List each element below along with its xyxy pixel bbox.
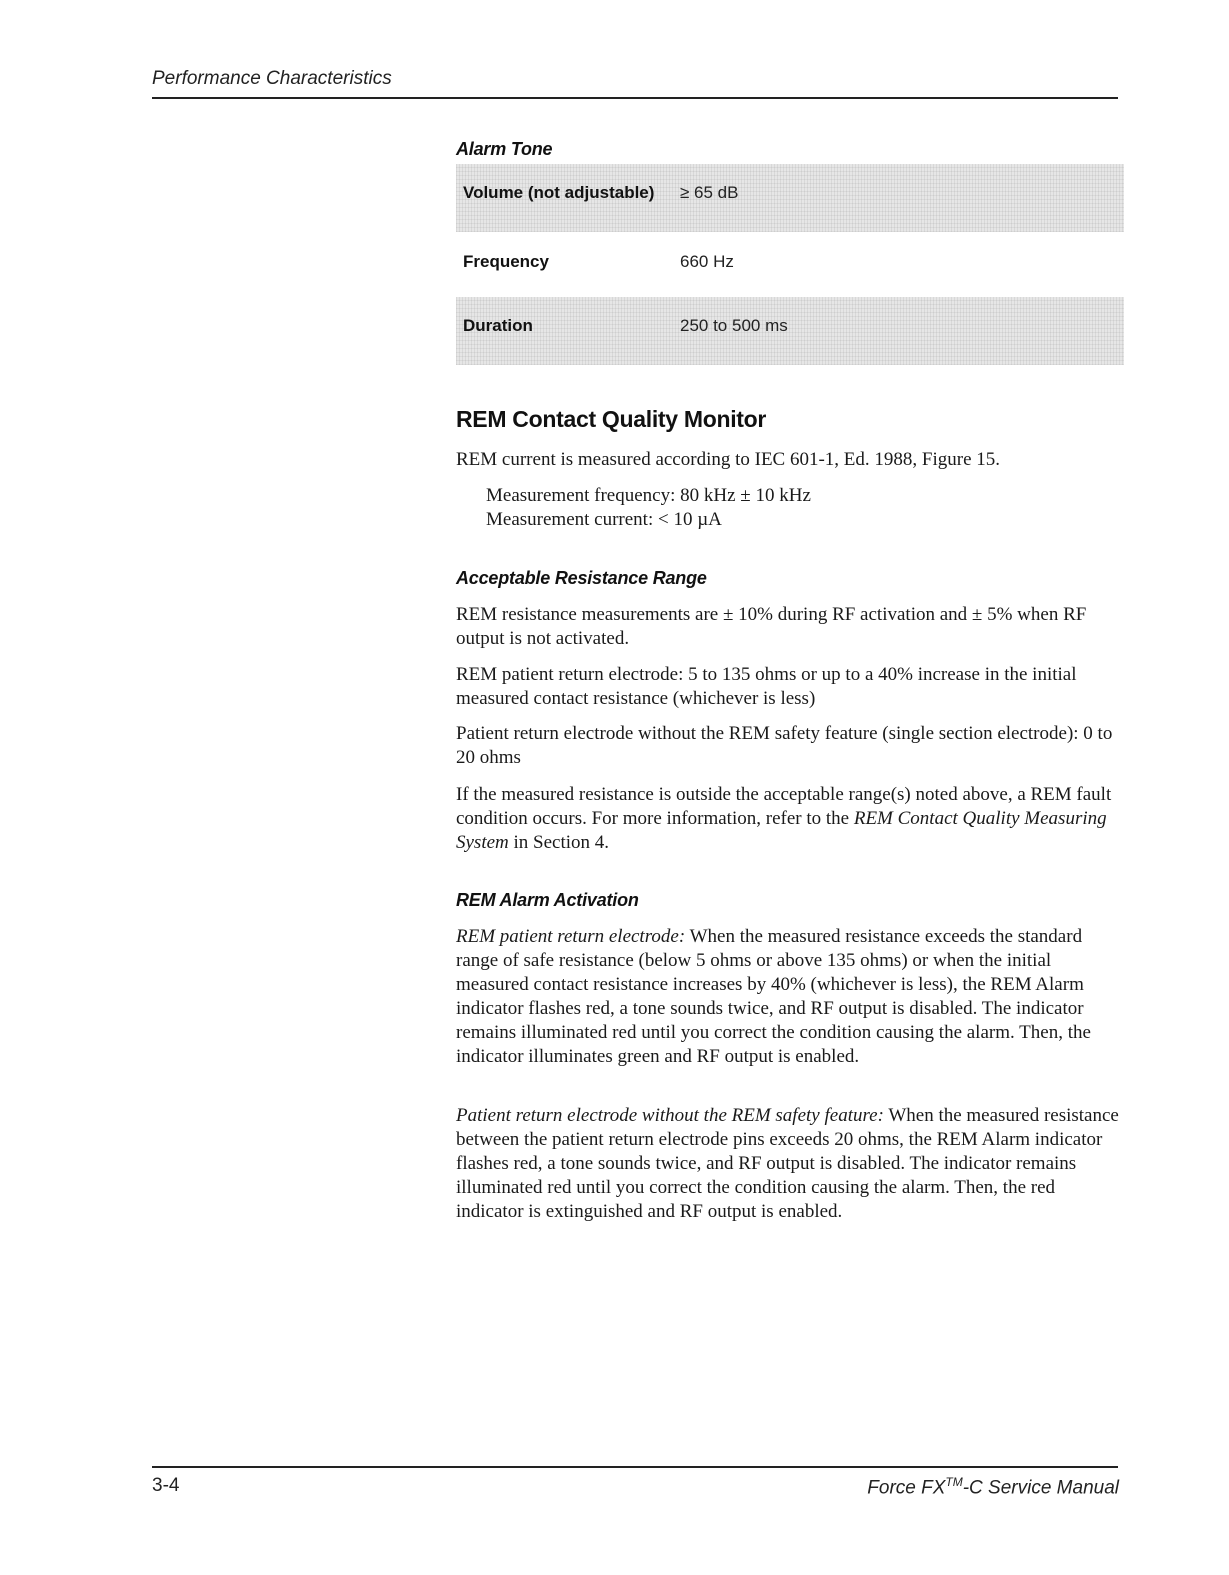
measurement-current: Measurement current: < 10 µA bbox=[486, 509, 722, 530]
paragraph: Patient return electrode without the REM safety feature (single section electrode): 0 to 20 ohms bbox=[456, 723, 1113, 768]
row-value: 660 Hz bbox=[680, 252, 734, 271]
cross-reference: REM Contact Quality Measuring System bbox=[456, 808, 1107, 853]
page-number: 3-4 bbox=[152, 1475, 180, 1496]
alarm-tone-table bbox=[456, 164, 1124, 365]
header-rule bbox=[152, 97, 1118, 99]
text: When the measured resistance exceeds the standard range of safe resistance (below 5 ohms or above 135 ohms) or when the initial measured contact resistance increases by 40% (whichever is less), the REM Alarm indicator flashes red, a tone sounds twice, and RF output is disabled. The indicator remains illuminated red until you correct the condition causing the alarm. Then, the indicator illuminates green and RF output is enabled. bbox=[456, 926, 1091, 1067]
footer-rule bbox=[152, 1466, 1118, 1468]
row-value: ≥ 65 dB bbox=[680, 183, 739, 202]
table-row bbox=[456, 164, 1124, 232]
paragraph bbox=[456, 783, 1124, 855]
paragraph: REM patient return electrode: 5 to 135 ohms or up to a 40% increase in the initial measured contact resistance (whichever is less) bbox=[456, 664, 1077, 709]
paragraph: REM resistance measurements are ± 10% during RF activation and ± 5% when RF output is not activated. bbox=[456, 604, 1087, 649]
measurement-frequency: Measurement frequency: 80 kHz ± 10 kHz bbox=[486, 485, 811, 506]
text: in Section 4. bbox=[508, 832, 610, 853]
table-row bbox=[456, 232, 1124, 297]
row-value: 250 to 500 ms bbox=[680, 316, 788, 335]
text: When the measured resistance between the patient return electrode pins exceeds 20 ohms, the REM Alarm indicator flashes red, a tone sounds twice, and RF output is disabled. The indicator remains illuminated red until you correct the condition causing the alarm. Then, the red indicator is extinguished and RF output is enabled. bbox=[456, 1105, 1119, 1222]
alarm-activation-heading: REM Alarm Activation bbox=[456, 890, 639, 910]
rem-intro: REM current is measured according to IEC 601-1, Ed. 1988, Figure 15. bbox=[456, 449, 1001, 470]
alarm-tone-heading: Alarm Tone bbox=[456, 139, 553, 159]
running-header: Performance Characteristics bbox=[152, 68, 392, 89]
acceptable-range-heading: Acceptable Resistance Range bbox=[456, 568, 707, 588]
row-label: Volume (not adjustable) bbox=[463, 183, 655, 202]
trademark-mark: TM bbox=[945, 1475, 963, 1489]
lead-in: Patient return electrode without the REM safety feature: bbox=[456, 1105, 884, 1126]
lead-in: REM patient return electrode: bbox=[456, 926, 686, 947]
paragraph bbox=[456, 925, 1124, 1069]
table-row bbox=[456, 297, 1124, 365]
paragraph bbox=[456, 1104, 1124, 1224]
manual-title-prefix: Force FX bbox=[867, 1477, 946, 1499]
row-label: Duration bbox=[463, 316, 533, 335]
section-heading: REM Contact Quality Monitor bbox=[456, 406, 767, 432]
text: If the measured resistance is outside the acceptable range(s) noted above, a REM fault condition occurs. For more information, refer to the bbox=[456, 784, 1112, 829]
manual-title bbox=[867, 1475, 1119, 1499]
row-label: Frequency bbox=[463, 252, 549, 271]
manual-title-suffix: -C Service Manual bbox=[962, 1477, 1119, 1499]
